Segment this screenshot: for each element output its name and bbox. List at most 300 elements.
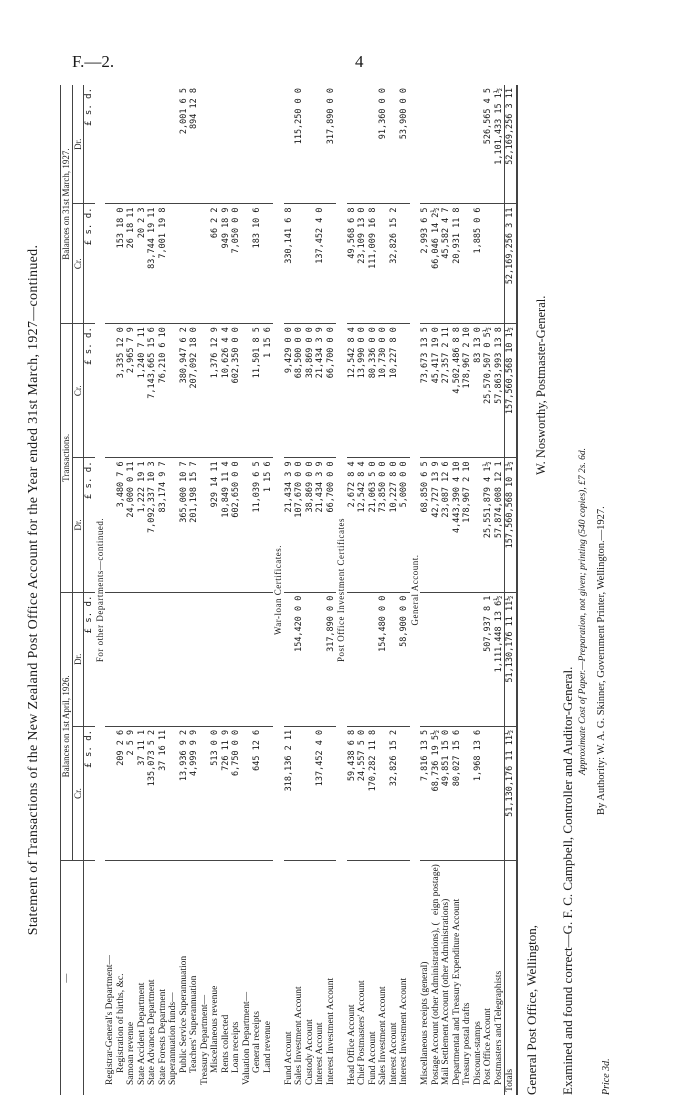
table-body: [95, 85, 505, 1095]
amount-cell: [452, 592, 463, 726]
amount-cell: 49,851 15 0: [441, 726, 452, 860]
row-label: Departmental and Treasury Expenditure Account: [451, 898, 462, 1085]
section-header-row: [273, 85, 284, 1095]
amount-cell: 10,227 8 0: [389, 458, 400, 592]
table-row: [294, 85, 305, 1095]
amount-cell: 4,443,390 4 10: [452, 458, 463, 592]
amount-cell: [168, 592, 179, 726]
row-label: Rents collected: [220, 1014, 231, 1073]
amount-cell: 80,027 15 6: [452, 726, 463, 860]
amount-cell: 111,009 16 8: [368, 204, 379, 324]
amount-cell: 178,967 2 10: [462, 324, 473, 458]
amount-cell: [294, 726, 305, 860]
table-row: [210, 85, 221, 1095]
amount-cell: 13,936 9 2: [179, 726, 190, 860]
amount-cell: 1 15 6: [263, 324, 274, 458]
amount-cell: [200, 726, 211, 860]
footer-printer: By Authority: W. A. G. Skinner, Government Printer, Wellington.—1927.: [596, 506, 607, 815]
amount-cell: [431, 592, 442, 726]
amount-cell: [105, 726, 116, 860]
table-row: [389, 85, 400, 1095]
header-blank: —: [61, 973, 71, 983]
amount-cell: [305, 592, 316, 726]
amount-cell: 207,092 18 0: [189, 324, 200, 458]
table-row: [357, 85, 368, 1095]
amount-cell: 330,141 6 8: [284, 204, 295, 324]
amount-cell: 10,730 0 0: [378, 324, 389, 458]
amount-cell: 25,551,879 4 1½: [483, 458, 494, 592]
units-cell: £ s. d.: [84, 85, 95, 204]
amount-cell: 66 2 2: [210, 204, 221, 324]
amount-cell: [389, 592, 400, 726]
amount-cell: 949 18 9: [221, 204, 232, 324]
amount-cell: [189, 204, 200, 324]
amount-cell: 53,900 0 0: [399, 85, 410, 204]
table-row: [305, 85, 316, 1095]
table-row: [368, 85, 379, 1095]
row-label: Sales Investment Account: [378, 986, 388, 1085]
amount-cell: 21,434 3 9: [284, 458, 295, 592]
amount-cell: 380,947 6 2: [179, 324, 190, 458]
amount-cell: [210, 592, 221, 726]
amount-cell: [242, 204, 253, 324]
amount-cell: 507,937 8 1: [483, 592, 494, 726]
amount-cell: 201,198 15 7: [189, 458, 200, 592]
amount-cell: [200, 204, 211, 324]
col-dr-trans: Dr.: [72, 458, 84, 592]
amount-cell: [242, 726, 253, 860]
amount-cell: 3,480 7 6: [116, 458, 127, 592]
row-label: Interest Account: [315, 1022, 325, 1085]
row-label: Interest Account: [388, 1022, 399, 1085]
amount-cell: [357, 85, 368, 204]
totals-label: Totals: [505, 1068, 515, 1092]
row-label: Valuation Department—: [241, 991, 252, 1085]
table-row: [315, 85, 326, 1095]
amount-cell: [326, 204, 337, 324]
amount-cell: 83,744 19 11: [147, 204, 158, 324]
table-row: [431, 85, 442, 1095]
amount-cell: 49,568 6 8: [347, 204, 358, 324]
amount-cell: [462, 85, 473, 204]
row-label: Chief Postmasters' Account: [357, 980, 367, 1085]
amount-cell: 10,227 8 0: [389, 324, 400, 458]
units-cell: £ s. d.: [84, 592, 95, 726]
row-label: Fund Account: [367, 1031, 378, 1085]
amount-cell: 45,417 19 0: [431, 324, 442, 458]
amount-cell: 317,890 0 0: [326, 85, 337, 204]
footer-signature: W. Nosworthy, Postmaster-General.: [534, 295, 548, 475]
amount-cell: 73,850 0 0: [378, 458, 389, 592]
section-title: Post Office Investment Certificates: [336, 517, 346, 663]
amount-cell: [210, 85, 221, 204]
amount-cell: 59,438 6 8: [347, 726, 358, 860]
table-row: [147, 85, 158, 1095]
amount-cell: [126, 85, 137, 204]
amount-cell: [168, 204, 179, 324]
total-cell: 51,130,176 11 11½: [505, 726, 517, 860]
amount-cell: 929 14 11: [210, 458, 221, 592]
amount-cell: [263, 592, 274, 726]
amount-cell: 13,990 0 0: [357, 324, 368, 458]
amount-cell: 2,001 6 5: [179, 85, 190, 204]
amount-cell: 1,101,433 15 1½: [494, 85, 505, 204]
amount-cell: [305, 726, 316, 860]
amount-cell: [462, 204, 473, 324]
amount-cell: [147, 592, 158, 726]
amount-cell: [420, 592, 431, 726]
amount-cell: [105, 85, 116, 204]
amount-cell: [357, 592, 368, 726]
amount-cell: 602,650 0 0: [231, 458, 242, 592]
amount-cell: [126, 592, 137, 726]
units-cell: £ s. d.: [84, 324, 95, 458]
table-row: [189, 85, 200, 1095]
amount-cell: 2,965 7 9: [126, 324, 137, 458]
table-row: [494, 85, 505, 1095]
amount-cell: [168, 85, 179, 204]
amount-cell: 1,240 7 11: [137, 324, 148, 458]
amount-cell: [315, 85, 326, 204]
row-label: Interest Investment Account: [325, 977, 336, 1085]
total-cell: 157,560,568 10 1½: [505, 324, 517, 458]
table-row: [473, 85, 484, 1095]
amount-cell: 11,501 8 5: [252, 324, 263, 458]
row-label: Discount-stamps: [472, 1021, 483, 1085]
amount-cell: [326, 726, 337, 860]
amount-cell: 73,673 13 5: [420, 324, 431, 458]
amount-cell: [221, 85, 232, 204]
row-label: Registration of births, &c.: [115, 973, 126, 1073]
table-row: [420, 85, 431, 1095]
section-title: General Account.: [409, 554, 420, 626]
amount-cell: 178,967 2 10: [462, 458, 473, 592]
rotated-page-content: [18, 85, 612, 1095]
amount-cell: 3,335 12 0: [116, 324, 127, 458]
amount-cell: 1 15 6: [263, 458, 274, 592]
amount-cell: 37 11 1: [137, 726, 148, 860]
totals-row: [505, 85, 517, 1095]
amount-cell: [168, 726, 179, 860]
row-label: Sales Investment Account: [294, 986, 304, 1085]
amount-cell: [483, 726, 494, 860]
amount-cell: 23,109 13 0: [357, 204, 368, 324]
row-label: Interest Investment Account: [399, 977, 409, 1085]
amount-cell: 513 0 0: [210, 726, 221, 860]
section-title: War-loan Certificates.: [273, 544, 283, 636]
amount-cell: [189, 592, 200, 726]
amount-cell: [168, 324, 179, 458]
amount-cell: 57,863,993 13 8: [494, 324, 505, 458]
amount-cell: 7,001 19 8: [158, 204, 169, 324]
row-label: Treasury Department—: [199, 994, 210, 1085]
table-row: [399, 85, 410, 1095]
units-cell: £ s. d.: [84, 458, 95, 592]
row-label: Head Office Account: [346, 1004, 357, 1085]
col-cr-trans: Cr.: [72, 324, 84, 458]
amount-cell: [116, 85, 127, 204]
table-row: [105, 85, 116, 1095]
amount-cell: 1,968 13 6: [473, 726, 484, 860]
amount-cell: 24,000 0 11: [126, 458, 137, 592]
amount-cell: [431, 85, 442, 204]
amount-cell: 80,336 0 0: [368, 324, 379, 458]
amount-cell: 153 18 0: [116, 204, 127, 324]
table-row: [137, 85, 148, 1095]
amount-cell: [231, 592, 242, 726]
amount-cell: 9,429 0 0: [284, 324, 295, 458]
amount-cell: [252, 85, 263, 204]
amount-cell: 21,063 5 0: [368, 458, 379, 592]
row-label: Public Service Superannuation: [178, 955, 189, 1073]
amount-cell: 83,174 9 7: [158, 458, 169, 592]
amount-cell: [294, 204, 305, 324]
col-dr-close: Dr.: [72, 85, 84, 204]
amount-cell: [200, 592, 211, 726]
amount-cell: [137, 85, 148, 204]
table-row: [284, 85, 295, 1095]
page-ref: F.—2.: [72, 52, 115, 71]
amount-cell: 24,557 5 0: [357, 726, 368, 860]
amount-cell: 1,111,448 13 6½: [494, 592, 505, 726]
amount-cell: [221, 592, 232, 726]
amount-cell: 38,869 0 0: [305, 324, 316, 458]
amount-cell: [378, 726, 389, 860]
amount-cell: 68,500 0 0: [294, 324, 305, 458]
amount-cell: 2,672 8 4: [347, 458, 358, 592]
amount-cell: [399, 204, 410, 324]
amount-cell: 68,736 19 5½: [431, 726, 442, 860]
amount-cell: 2 5 9: [126, 726, 137, 860]
amount-cell: 20 2 3: [137, 204, 148, 324]
amount-cell: [263, 726, 274, 860]
amount-cell: 57,874,008 12 1: [494, 458, 505, 592]
amount-cell: 107,670 0 0: [294, 458, 305, 592]
table-row: [347, 85, 358, 1095]
amount-cell: [105, 204, 116, 324]
amount-cell: [441, 85, 452, 204]
amount-cell: 726 11 9: [221, 726, 232, 860]
amount-cell: [473, 85, 484, 204]
amount-cell: 7,092,337 10 3: [147, 458, 158, 592]
amount-cell: [452, 85, 463, 204]
col-cr-close: Cr.: [72, 204, 84, 324]
row-label: Mail Settlement Account (other Administrations): [441, 898, 451, 1085]
amount-cell: [147, 85, 158, 204]
row-label: Custody Account: [304, 1019, 315, 1085]
amount-cell: 645 12 6: [252, 726, 263, 860]
amount-cell: 4,999 9 9: [189, 726, 200, 860]
amount-cell: 154,420 0 0: [294, 592, 305, 726]
table-row: [158, 85, 169, 1095]
col-cr-open: Cr.: [72, 726, 84, 860]
amount-cell: 4,502,486 8 8: [452, 324, 463, 458]
amount-cell: 1,222 19 1: [137, 458, 148, 592]
amount-cell: [473, 592, 484, 726]
amount-cell: 91,360 0 0: [378, 85, 389, 204]
amount-cell: [242, 458, 253, 592]
row-label: Samoan revenue: [126, 1021, 136, 1085]
amount-cell: [315, 592, 326, 726]
amount-cell: [168, 458, 179, 592]
amount-cell: 66,046 14 2½: [431, 204, 442, 324]
row-label: Miscellaneous revenue: [210, 985, 220, 1073]
amount-cell: 365,000 10 7: [179, 458, 190, 592]
amount-cell: [158, 85, 169, 204]
amount-cell: 318,136 2 11: [284, 726, 295, 860]
amount-cell: 7,816 13 5: [420, 726, 431, 860]
amount-cell: 21,434 3 9: [315, 324, 326, 458]
section-title: For other Departments—continued.: [94, 517, 105, 663]
amount-cell: 45,582 4 7: [441, 204, 452, 324]
amount-cell: 602,350 0 0: [231, 324, 242, 458]
amount-cell: 68,850 6 5: [420, 458, 431, 592]
row-label: Land revenue: [262, 1021, 273, 1073]
amount-cell: [305, 204, 316, 324]
amount-cell: 32,826 15 2: [389, 726, 400, 860]
table-row: [326, 85, 337, 1095]
amount-cell: [200, 458, 211, 592]
accounts-table: [60, 85, 518, 1095]
amount-cell: 137,452 4 0: [315, 204, 326, 324]
amount-cell: [242, 85, 253, 204]
amount-cell: [378, 204, 389, 324]
footer-audit: Examined and found correct—G. F. C. Campbell, Controller and Auditor-General.: [560, 666, 575, 1095]
amount-cell: [263, 85, 274, 204]
table-row: [252, 85, 263, 1095]
table-row: [221, 85, 232, 1095]
row-label: Fund Account: [283, 1031, 294, 1085]
amount-cell: [242, 324, 253, 458]
table-row: [462, 85, 473, 1095]
amount-cell: [305, 85, 316, 204]
amount-cell: 23,087 12 6: [441, 458, 452, 592]
amount-cell: [263, 204, 274, 324]
amount-cell: [242, 592, 253, 726]
amount-cell: 26 18 11: [126, 204, 137, 324]
total-cell: 51,130,176 11 11½: [505, 592, 517, 726]
amount-cell: 7,143,665 15 6: [147, 324, 158, 458]
row-label: State Accident Department: [136, 982, 147, 1085]
section-header-row: [410, 85, 421, 1095]
total-cell: 157,560,568 10 1½: [505, 458, 517, 592]
amount-cell: [200, 324, 211, 458]
amount-cell: 76,210 6 10: [158, 324, 169, 458]
amount-cell: [389, 85, 400, 204]
amount-cell: [462, 726, 473, 860]
table-row: [483, 85, 494, 1095]
amount-cell: 115,250 0 0: [294, 85, 305, 204]
total-cell: 52,169,256 3 11: [505, 85, 517, 204]
amount-cell: 66,700 0 0: [326, 324, 337, 458]
amount-cell: [441, 592, 452, 726]
row-label: State Advances Department: [147, 979, 157, 1085]
table-row: [242, 85, 253, 1095]
row-label: State Forests Department: [157, 988, 168, 1085]
statement-title: Statement of Transactions of the New Zealand Post Office Account for the Year ended 31st March, 1927—continued.: [26, 244, 41, 936]
amount-cell: [105, 458, 116, 592]
amount-cell: [200, 85, 211, 204]
row-label: Miscellaneous receipts (general): [420, 961, 430, 1085]
row-label: Teachers' Superannuation: [189, 975, 199, 1073]
amount-cell: 526,565 4 5: [483, 85, 494, 204]
amount-cell: 27,357 2 11: [441, 324, 452, 458]
amount-cell: 317,890 0 0: [326, 592, 337, 726]
amount-cell: 32,826 15 2: [389, 204, 400, 324]
group-header-transactions: Transactions.: [61, 324, 73, 593]
units-cell: £ s. d.: [84, 204, 95, 324]
amount-cell: [473, 458, 484, 592]
amount-cell: [179, 592, 190, 726]
group-header-closing: Balances on 31st March, 1927.: [61, 85, 73, 324]
table-row: [179, 85, 190, 1095]
col-dr-open: Dr.: [72, 592, 84, 726]
row-label: Postage Account (other Administrations), ( eign postage): [430, 864, 441, 1085]
amount-cell: 5,000 0 0: [399, 458, 410, 592]
amount-cell: [347, 592, 358, 726]
amount-cell: [231, 85, 242, 204]
table-row: [168, 85, 179, 1095]
amount-cell: [399, 726, 410, 860]
section-header-row: [95, 85, 106, 1095]
row-label: Registrar-General's Department—: [105, 955, 115, 1085]
amount-cell: 20,931 11 8: [452, 204, 463, 324]
amount-cell: 42,727 13 9: [431, 458, 442, 592]
amount-cell: 83 13 0: [473, 324, 484, 458]
amount-cell: [462, 592, 473, 726]
amount-cell: 894 12 8: [189, 85, 200, 204]
amount-cell: 12,542 8 4: [347, 324, 358, 458]
amount-cell: [494, 204, 505, 324]
amount-cell: 10,849 11 4: [221, 458, 232, 592]
footer-price: Price 3d.: [601, 1058, 612, 1095]
row-label: General receipts: [252, 1011, 262, 1073]
amount-cell: [483, 204, 494, 324]
amount-cell: [105, 592, 116, 726]
amount-cell: 183 10 6: [252, 204, 263, 324]
amount-cell: [347, 85, 358, 204]
amount-cell: [399, 324, 410, 458]
amount-cell: [284, 592, 295, 726]
amount-cell: [179, 204, 190, 324]
row-label: Treasury postal drafts: [462, 1002, 472, 1085]
table-row: [200, 85, 211, 1095]
amount-cell: 12,542 8 4: [357, 458, 368, 592]
amount-cell: [158, 592, 169, 726]
amount-cell: [137, 592, 148, 726]
table-row: [231, 85, 242, 1095]
amount-cell: [116, 592, 127, 726]
footer-cost: Approximate Cost of Paper.—Preparation, not given; printing (540 copies), £7 2s. 6d.: [578, 447, 588, 775]
row-label: Postmasters and Telegraphists: [493, 970, 504, 1085]
amount-cell: 1,376 12 9: [210, 324, 221, 458]
amount-cell: 1,885 0 6: [473, 204, 484, 324]
row-label: Post Office Account: [483, 1008, 493, 1085]
amount-cell: 137,452 4 0: [315, 726, 326, 860]
amount-cell: 209 2 6: [116, 726, 127, 860]
table-row: [378, 85, 389, 1095]
amount-cell: [494, 726, 505, 860]
amount-cell: 170,282 11 8: [368, 726, 379, 860]
amount-cell: 7,050 0 0: [231, 204, 242, 324]
table-row: [126, 85, 137, 1095]
amount-cell: [368, 85, 379, 204]
amount-cell: 21,434 3 9: [315, 458, 326, 592]
amount-cell: [284, 85, 295, 204]
row-label: Loan receipts: [231, 1021, 241, 1073]
amount-cell: 10,626 4 4: [221, 324, 232, 458]
amount-cell: 154,480 0 0: [378, 592, 389, 726]
